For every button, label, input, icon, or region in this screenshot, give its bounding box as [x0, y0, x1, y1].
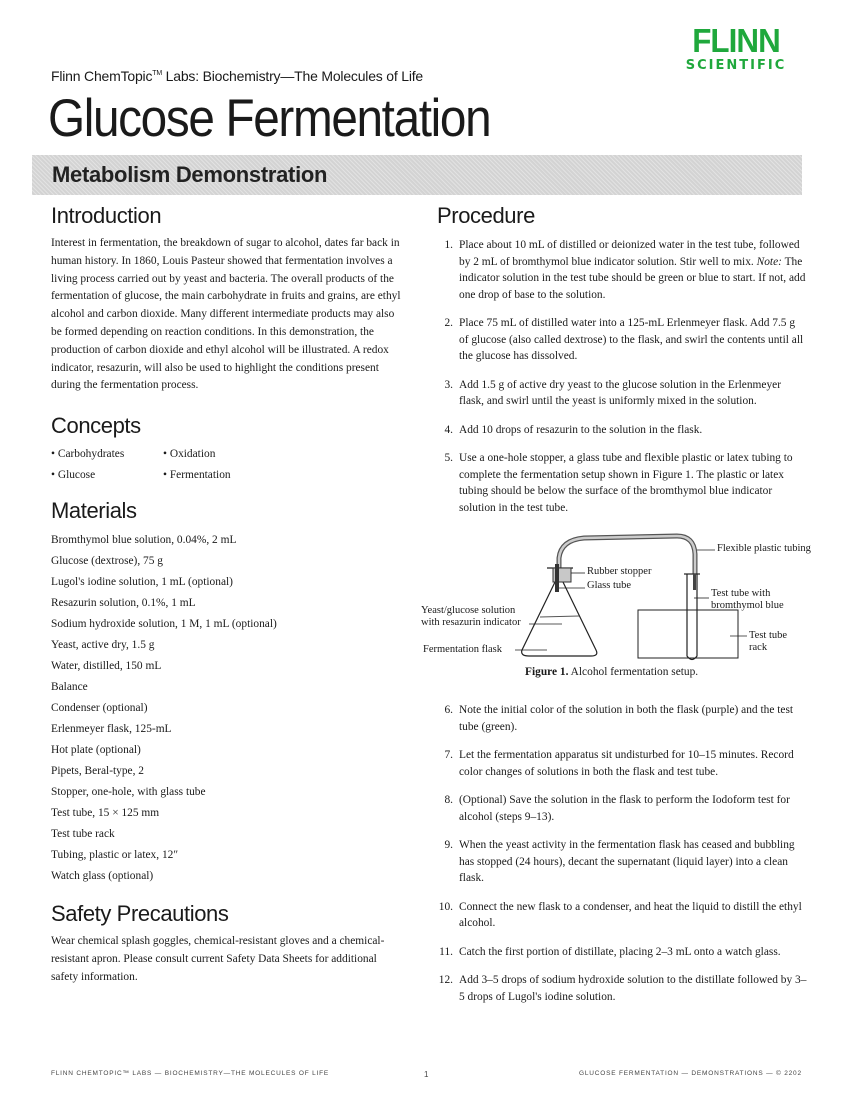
- label-flask: Fermentation flask: [423, 644, 503, 655]
- step-text: Catch the first portion of distillate, placing 2–3 mL onto a watch glass.: [459, 945, 781, 958]
- step-note-label: Note:: [756, 255, 782, 268]
- procedure-steps: [437, 237, 807, 516]
- label-solution-line1: Yeast/glucose solution: [421, 605, 516, 616]
- subtitle-banner: [32, 155, 802, 195]
- material-item: Condenser (optional): [51, 702, 148, 715]
- step-text: Add 10 drops of resazurin to the solution in the flask.: [459, 423, 703, 436]
- label-rack: [749, 630, 787, 654]
- procedure-step: [437, 237, 807, 303]
- procedure-step: [437, 899, 807, 932]
- material-item: Watch glass (optional): [51, 870, 154, 883]
- step-number: 12.: [438, 974, 453, 986]
- concepts-list: [51, 445, 406, 484]
- step-number: 10.: [438, 900, 453, 913]
- logo-flinn-text: FLINN: [692, 22, 780, 59]
- materials-section: [51, 498, 406, 887]
- material-item: Water, distilled, 150 mL: [51, 660, 162, 673]
- step-number: 5.: [444, 452, 453, 464]
- material-item: Bromthymol blue solution, 0.04%, 2 mL: [51, 534, 237, 547]
- materials-list: [51, 530, 406, 887]
- procedure-step: [437, 377, 807, 410]
- material-item: Sodium hydroxide solution, 1 M, 1 mL (optional): [51, 618, 277, 631]
- procedure-heading: Procedure: [437, 203, 535, 228]
- step-number: 7.: [444, 749, 453, 761]
- figure-caption: [525, 666, 698, 678]
- step-text: Place about 10 mL of distilled or deionized water in the test tube, followed by 2 mL of bromthymol blue indicator solution. Stir well to mix.: [459, 239, 800, 268]
- step-number: 1.: [444, 239, 453, 251]
- material-item: Resazurin solution, 0.1%, 1 mL: [51, 597, 196, 610]
- materials-heading: Materials: [51, 498, 137, 524]
- step-number: 9.: [444, 839, 453, 851]
- series-prefix: Flinn ChemTopic: [51, 68, 153, 84]
- material-item: Yeast, active dry, 1.5 g: [51, 639, 155, 652]
- page-number: 1: [424, 1070, 430, 1079]
- concepts-heading: Concepts: [51, 413, 141, 439]
- step-text: Add 1.5 g of active dry yeast to the glucose solution in the Erlenmeyer flask, and swirl until the yeast is uniformly mixed in the solution.: [459, 378, 782, 407]
- figure-1: [419, 528, 819, 688]
- label-test-tube-line2: bromthymol blue: [711, 600, 784, 611]
- footer-right: GLUCOSE FERMENTATION — DEMONSTRATIONS — © 2202: [579, 1070, 802, 1077]
- material-item: Test tube, 15 × 125 mm: [51, 807, 160, 820]
- procedure-step: [437, 450, 807, 516]
- label-solution-line2: with resazurin indicator: [421, 617, 521, 628]
- step-text: (Optional) Save the solution in the flask to perform the Iodoform test for alcohol (steps 9–13).: [459, 794, 790, 823]
- step-text: Add 3–5 drops of sodium hydroxide solution to the distillate followed by 3–5 drops of Lugol's iodine solution.: [459, 974, 807, 1003]
- concept-item: • Oxidation: [163, 445, 303, 463]
- material-item: Hot plate (optional): [51, 744, 141, 757]
- material-item: Stopper, one-hole, with glass tube: [51, 786, 206, 799]
- step-text: Place 75 mL of distilled water into a 125-mL Erlenmeyer flask. Add 7.5 g of glucose (also called dextrose) to the flask, and swirl the contents until all the glucose has dissolved.: [459, 317, 804, 362]
- series-title: [51, 68, 423, 84]
- safety-text: Wear chemical splash goggles, chemical-resistant gloves and a chemical-resistant apron. Please consult current Safety Data Sheets for additional safety information.: [51, 935, 385, 983]
- label-flexible-tubing: Flexible plastic tubing: [717, 543, 811, 554]
- material-item: Erlenmeyer flask, 125-mL: [51, 723, 172, 736]
- procedure-step: [437, 972, 807, 1005]
- safety-section: [51, 901, 406, 986]
- concepts-section: [51, 413, 406, 484]
- step-text: Note the initial color of the solution in both the flask (purple) and the test tube (green).: [459, 704, 794, 733]
- label-rack-line2: rack: [749, 642, 768, 653]
- right-column: [421, 203, 811, 1017]
- step-text: Connect the new flask to a condenser, and heat the liquid to distill the ethyl alcohol.: [459, 900, 802, 929]
- material-item: Lugol's iodine solution, 1 mL (optional): [51, 576, 233, 589]
- step-number: 6.: [444, 704, 453, 716]
- procedure-step: [437, 837, 807, 887]
- procedure-step: [437, 944, 807, 961]
- step-text: Use a one-hole stopper, a glass tube and flexible plastic or latex tubing to complete the fermentation setup shown in Figure 1. The plastic or latex tubing should be below the surface of the bromthymol blue indicator solution in the test tube.: [459, 452, 793, 514]
- material-item: Pipets, Beral-type, 2: [51, 765, 145, 778]
- step-note-text: The indicator solution in the test tube should be green or blue to start. If not, add one drop of base to the solution.: [459, 255, 806, 301]
- step-number: 11.: [439, 945, 453, 958]
- left-column: [51, 203, 406, 987]
- material-item: Glucose (dextrose), 75 g: [51, 555, 163, 568]
- caption-label: Figure 1.: [525, 666, 569, 678]
- material-item: Tubing, plastic or latex, 12″: [51, 849, 179, 862]
- introduction-section: [51, 203, 406, 395]
- procedure-steps-continued: [437, 702, 807, 1005]
- flinn-scientific-logo: [666, 22, 806, 73]
- glass-tube: [555, 564, 559, 592]
- footer-left: FLINN CHEMTOPIC™ LABS — BIOCHEMISTRY—THE MOLECULES OF LIFE: [51, 1070, 330, 1077]
- step-text: Let the fermentation apparatus sit undisturbed for 10–15 minutes. Record color changes of solutions in both the flask and test tube.: [459, 749, 794, 778]
- caption-text: Alcohol fermentation setup.: [568, 666, 699, 678]
- label-test-tube: [711, 588, 784, 612]
- material-item: Test tube rack: [51, 828, 115, 841]
- label-glass-tube: Glass tube: [587, 580, 632, 591]
- introduction-heading: Introduction: [51, 203, 162, 228]
- procedure-step: [437, 702, 807, 735]
- step-number: 4.: [444, 423, 453, 436]
- logo-scientific-text: SCIENTIFIC: [685, 58, 787, 73]
- procedure-step: [437, 422, 807, 439]
- label-rubber-stopper: Rubber stopper: [587, 566, 652, 577]
- introduction-text: Interest in fermentation, the breakdown of sugar to alcohol, dates far back in human history. In 1860, Louis Pasteur showed that fermentation involves a living process carried out by yeast and bacteria. The overall products of the fermentation of glucose, the main carbohydrate in fruits and grains, are ethyl alcohol and carbon dioxide. Many different intermediate products may also be formed depending on reaction conditions. In this demonstration, the production of carbon dioxide and ethyl alcohol will be illustrated. A redox indicator, resazurin, will also be used to highlight the conditions present during the fermentation process.: [51, 237, 401, 392]
- trademark-mark: TM: [152, 70, 162, 77]
- subtitle: Metabolism Demonstration: [52, 162, 328, 187]
- concept-item: • Glucose: [51, 466, 163, 484]
- procedure-step: [437, 747, 807, 780]
- concept-item: • Carbohydrates: [51, 445, 163, 463]
- safety-heading: Safety Precautions: [51, 901, 229, 927]
- label-solution: [421, 605, 521, 629]
- page-title: Glucose Fermentation: [48, 89, 491, 148]
- step-text: When the yeast activity in the fermentation flask has ceased and bubbling has stopped (24 hours), decant the supernatant (liquid layer) into a clean flask.: [459, 839, 795, 884]
- label-rack-line1: Test tube: [749, 630, 788, 641]
- step-number: 8.: [444, 794, 453, 806]
- step-number: 3.: [444, 378, 453, 391]
- material-item: Balance: [51, 681, 88, 694]
- concept-item: • Fermentation: [163, 466, 303, 484]
- procedure-step: [437, 315, 807, 365]
- label-test-tube-line1: Test tube with: [711, 588, 771, 599]
- series-suffix: Labs: Biochemistry—The Molecules of Life: [161, 68, 424, 84]
- procedure-step: [437, 792, 807, 825]
- step-number: 2.: [444, 317, 453, 329]
